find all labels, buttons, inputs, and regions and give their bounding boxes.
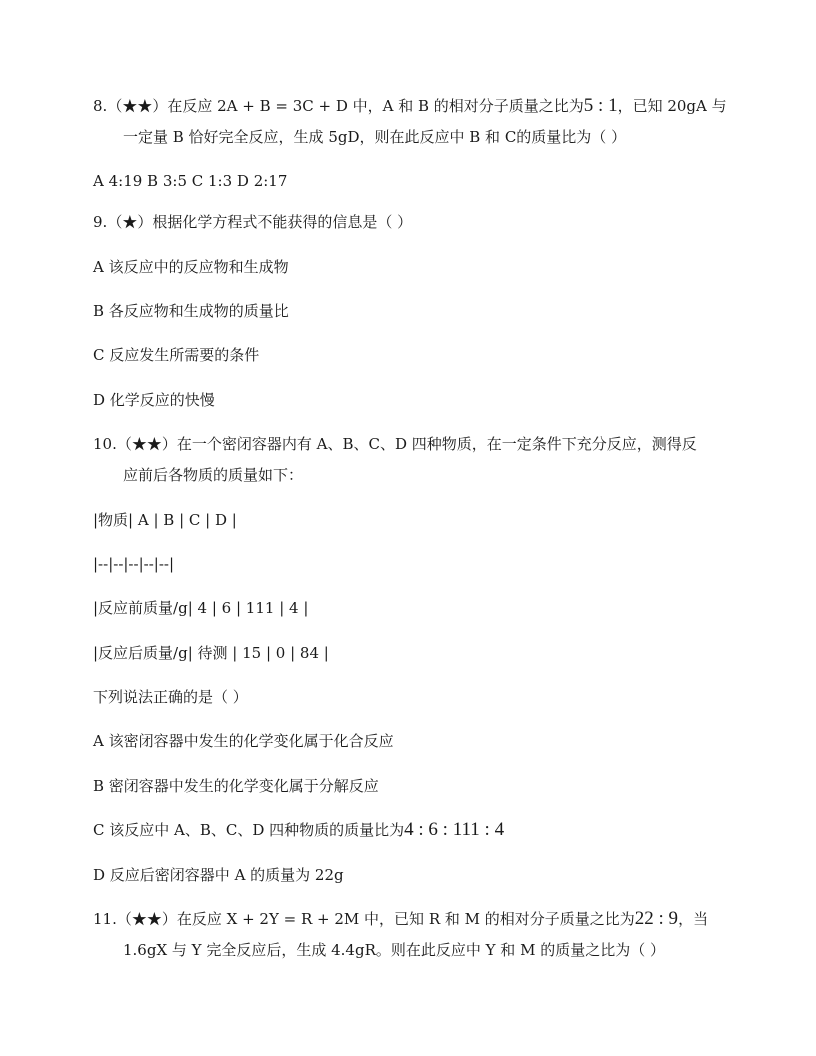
q9-stars: （★）: [107, 213, 153, 231]
q11-number: 11.: [93, 910, 117, 928]
q9-number: 9.: [93, 213, 108, 231]
q10-table-row-before: |反应前质量/g| 4 | 6 | 111 | 4 |: [93, 599, 309, 617]
q10-option-d: D 反应后密闭容器中 A 的质量为 22g: [93, 866, 344, 884]
q10-line2: 应前后各物质的质量如下：: [123, 466, 304, 484]
q9-option-d: D 化学反应的快慢: [93, 391, 215, 409]
q8-ratio: 5 : 1: [583, 95, 618, 116]
q10-table-row-separator: |--|--|--|--|--|: [93, 555, 175, 573]
q10-option-a: A 该密闭容器中发生的化学变化属于化合反应: [93, 732, 394, 750]
q10-option-c-ratio: 4 : 6 : 111 : 4: [404, 819, 505, 840]
q11-text-tail: ，当: [678, 910, 709, 928]
q11-line2: 1.6gX 与 Y 完全反应后，生成 4.4gR。则在此反应中 Y 和 M 的质量之比为（ ）: [123, 941, 665, 959]
q10-table-row-header: |物质| A | B | C | D |: [93, 511, 237, 529]
q8-options: A 4:19 B 3:5 C 1:3 D 2:17: [93, 172, 288, 190]
q9-option-a: A 该反应中的反应物和生成物: [93, 258, 289, 276]
q10-option-c: [93, 820, 504, 840]
q10-number: 10.: [93, 435, 117, 453]
q9-text: 根据化学方程式不能获得的信息是（ ）: [152, 213, 413, 231]
q10-option-b: B 密闭容器中发生的化学变化属于分解反应: [93, 777, 379, 795]
q8-text-tail: ，已知 20gA 与: [617, 97, 727, 115]
q9-option-b: B 各反应物和生成物的质量比: [93, 302, 289, 320]
q10-stars: （★★）: [116, 435, 177, 453]
q10-text: 在一个密闭容器内有 A、B、C、D 四种物质，在一定条件下充分反应，测得反: [176, 435, 697, 453]
q10-prompt: 下列说法正确的是（ ）: [93, 688, 248, 706]
q8-number: 8.: [93, 97, 108, 115]
q8-text: 在反应 2A + B = 3C + D 中，A 和 B 的相对分子质量之比为: [167, 97, 584, 115]
q10-line1: [93, 434, 697, 454]
q9-option-c: C 反应发生所需要的条件: [93, 346, 260, 364]
q8-stars: （★★）: [107, 97, 168, 115]
q9-stem: [93, 212, 412, 232]
q11-text: 在反应 X + 2Y = R + 2M 中，已知 R 和 M 的相对分子质量之比为: [176, 910, 635, 928]
q11-stars: （★★）: [116, 910, 177, 928]
q11-line1: [93, 909, 708, 929]
q10-option-c-text: C 该反应中 A、B、C、D 四种物质的质量比为: [93, 821, 405, 839]
q10-table-row-after: |反应后质量/g| 待测 | 15 | 0 | 84 |: [93, 644, 329, 662]
q8-line1: [93, 96, 727, 116]
q11-ratio: 22 : 9: [634, 908, 679, 929]
q8-line2: 一定量 B 恰好完全反应，生成 5gD，则在此反应中 B 和 C的质量比为（ ）: [123, 128, 627, 146]
